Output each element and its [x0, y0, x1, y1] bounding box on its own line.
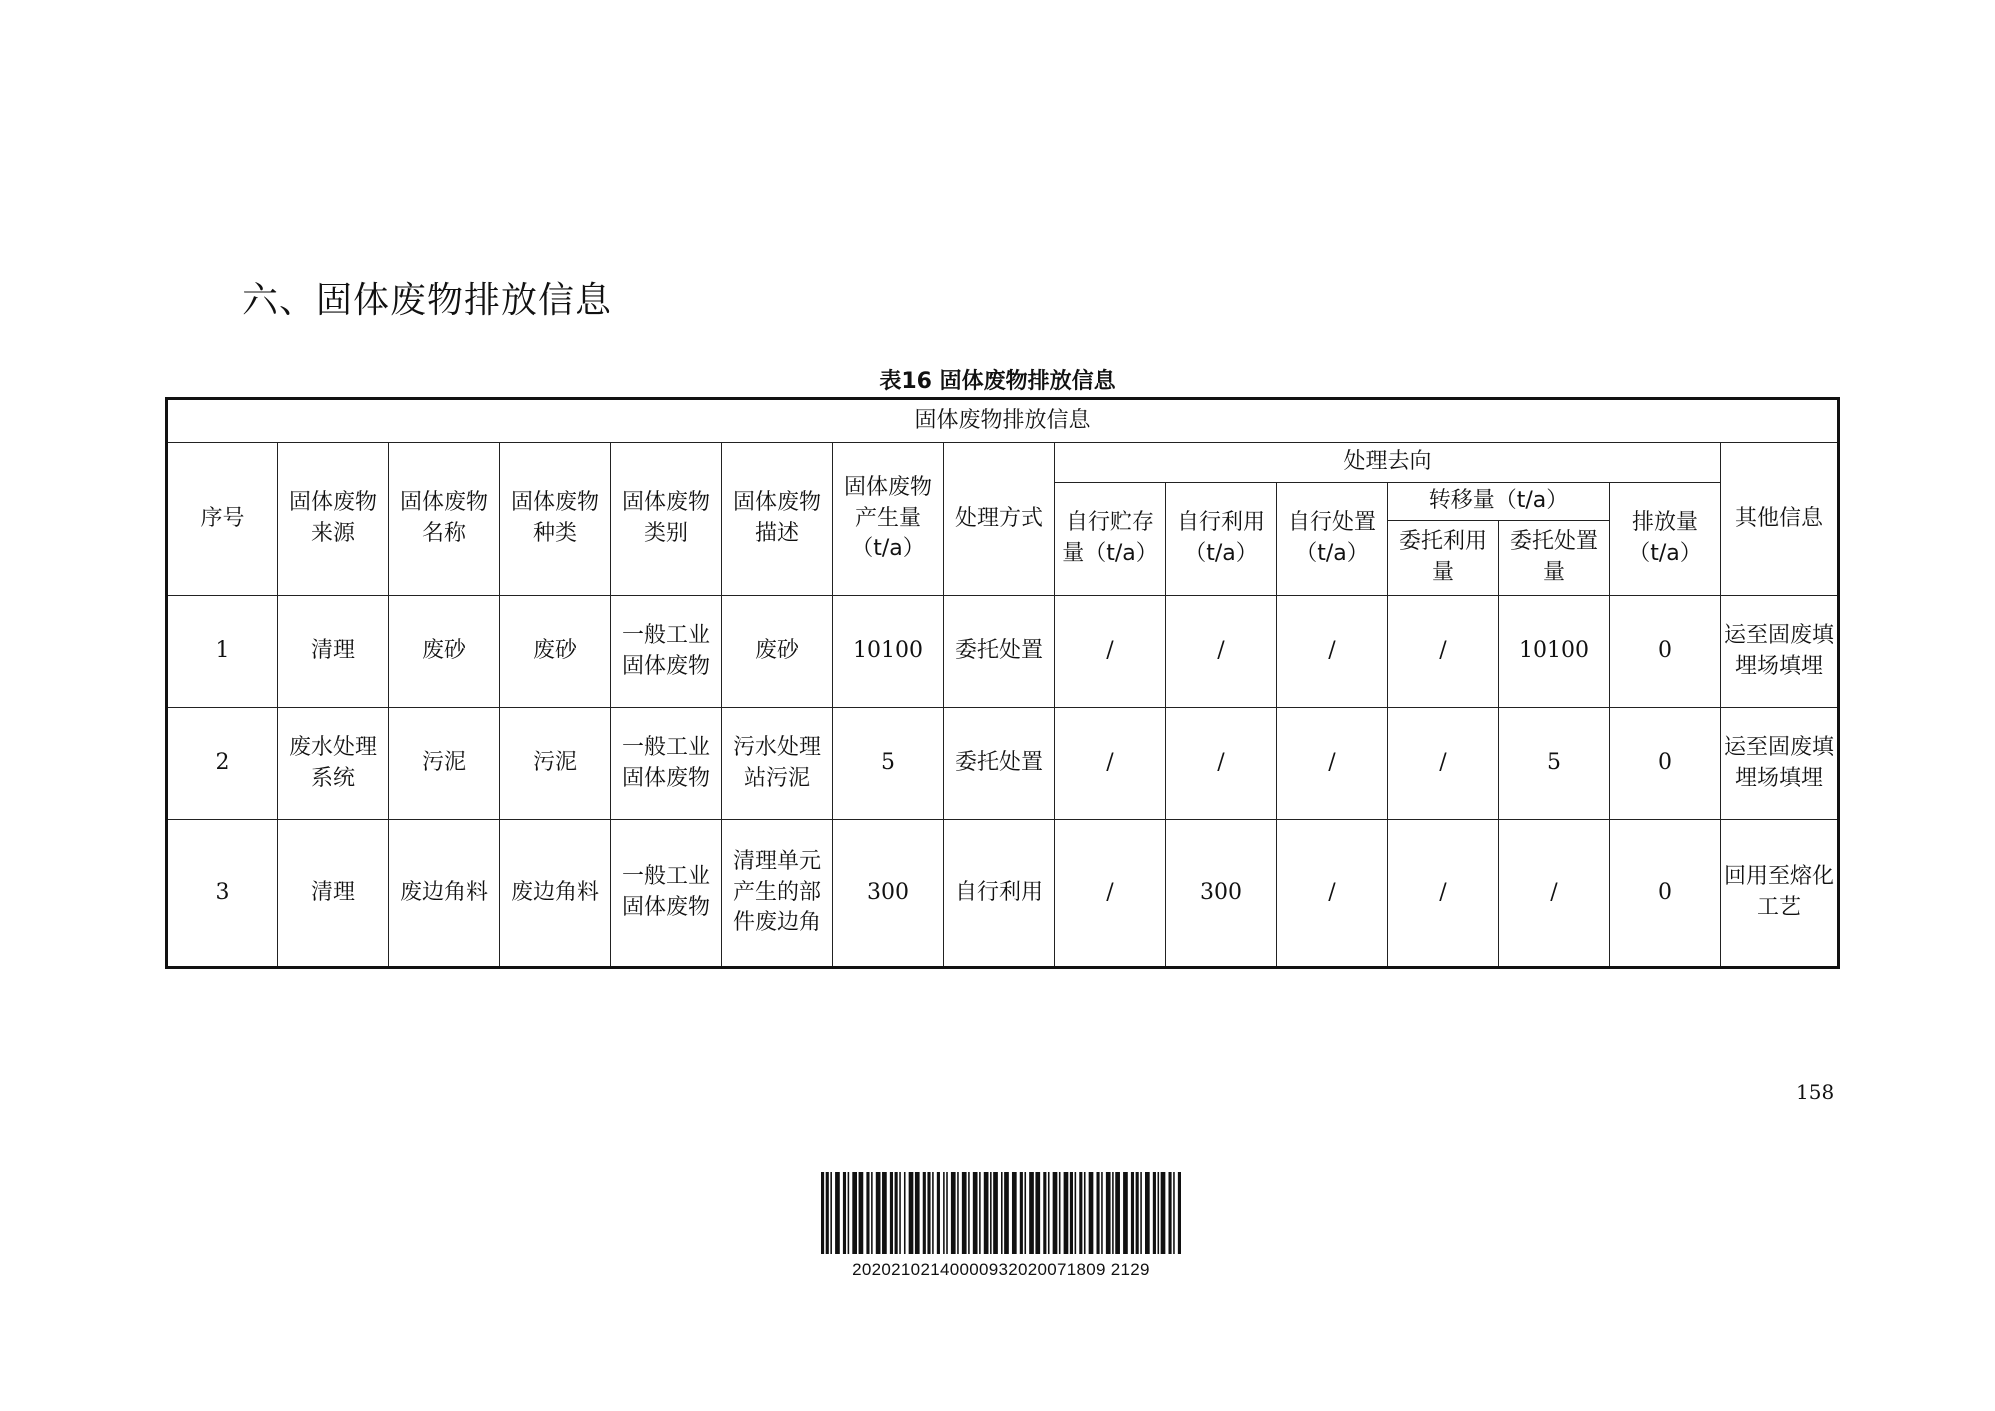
cell-self-storage: /	[1055, 820, 1166, 968]
header-other: 其他信息	[1721, 443, 1839, 596]
barcode-bar	[1112, 1172, 1114, 1254]
barcode-bar	[1145, 1172, 1150, 1254]
barcode-bar	[1173, 1172, 1175, 1254]
barcode-bar	[859, 1172, 864, 1254]
barcode-bar	[979, 1172, 981, 1254]
header-disposal-direction: 处理去向	[1055, 443, 1721, 483]
barcode-bar	[1140, 1172, 1142, 1254]
barcode-bar	[1115, 1172, 1120, 1254]
barcode-bar	[1053, 1172, 1058, 1254]
barcode-bar	[1070, 1172, 1073, 1254]
cell-description: 污水处理站污泥	[722, 708, 833, 820]
header-self-disposal: 自行处置（t/a）	[1277, 483, 1388, 596]
barcode-bar	[835, 1172, 840, 1254]
cell-self-disposal: /	[1277, 820, 1388, 968]
cell-self-disposal: /	[1277, 596, 1388, 708]
solid-waste-table	[165, 397, 1840, 969]
table-row	[167, 820, 1839, 968]
header-entrusted-use: 委托利用量	[1388, 521, 1499, 596]
cell-amount: 10100	[833, 596, 944, 708]
barcode-bar	[968, 1172, 970, 1254]
barcode-bar	[1020, 1172, 1023, 1254]
barcode-bar	[843, 1172, 846, 1254]
cell-category: 一般工业固体废物	[611, 708, 722, 820]
cell-method: 自行利用	[944, 820, 1055, 968]
barcode-bar	[946, 1172, 948, 1254]
header-kind: 固体废物种类	[500, 443, 611, 596]
cell-discharge: 0	[1610, 708, 1721, 820]
barcode-bar	[1048, 1172, 1050, 1254]
barcode-number: 20202102140000932020071809 2129	[852, 1260, 1150, 1279]
cell-source: 废水处理系统	[278, 708, 389, 820]
barcode-bar	[937, 1172, 940, 1254]
barcode-bar	[899, 1172, 901, 1254]
cell-discharge: 0	[1610, 596, 1721, 708]
barcode-bar	[1029, 1172, 1034, 1254]
header-transfer: 转移量（t/a）	[1388, 483, 1610, 521]
barcode-bar	[1161, 1172, 1166, 1254]
barcode-bar	[932, 1172, 934, 1254]
barcode-bar	[848, 1172, 850, 1254]
cell-seq: 3	[167, 820, 278, 968]
cell-self-use: 300	[1166, 820, 1277, 968]
barcode-bar	[957, 1172, 959, 1254]
barcode-bar	[1012, 1172, 1017, 1254]
cell-entrusted-disposal: 10100	[1499, 596, 1610, 708]
barcode-bar	[1084, 1172, 1086, 1254]
cell-entrusted-disposal: /	[1499, 820, 1610, 968]
page-number: 158	[1796, 1080, 1835, 1104]
barcode-bar	[1178, 1172, 1181, 1254]
cell-seq: 2	[167, 708, 278, 820]
table-row	[167, 708, 1839, 820]
cell-self-storage: /	[1055, 596, 1166, 708]
cell-description: 废砂	[722, 596, 833, 708]
barcode-bar	[984, 1172, 989, 1254]
cell-kind: 废砂	[500, 596, 611, 708]
barcode-bar	[1001, 1172, 1003, 1254]
cell-entrusted-use: /	[1388, 820, 1499, 968]
barcode-bar	[1168, 1172, 1171, 1254]
header-method: 处理方式	[944, 443, 1055, 596]
cell-discharge: 0	[1610, 820, 1721, 968]
barcode-bar	[1064, 1172, 1069, 1254]
barcode-bar	[943, 1172, 945, 1254]
cell-name: 废砂	[389, 596, 500, 708]
barcode-bar	[852, 1172, 857, 1254]
barcode-bar	[962, 1172, 967, 1254]
cell-kind: 废边角料	[500, 820, 611, 968]
barcode-bar	[923, 1172, 926, 1254]
barcode-bar	[909, 1172, 914, 1254]
barcode-bar	[1004, 1172, 1009, 1254]
section-heading: 六、固体废物排放信息	[242, 280, 613, 321]
barcode-bar	[1158, 1172, 1160, 1254]
barcode-bar	[871, 1172, 873, 1254]
barcode-bar	[866, 1172, 869, 1254]
header-source: 固体废物来源	[278, 443, 389, 596]
barcode-bar	[1131, 1172, 1134, 1254]
barcode-bar	[990, 1172, 992, 1254]
cell-other: 回用至熔化工艺	[1721, 820, 1839, 968]
cell-source: 清理	[278, 820, 389, 968]
cell-method: 委托处置	[944, 596, 1055, 708]
barcode-image	[821, 1172, 1181, 1254]
barcode-bar	[826, 1172, 829, 1254]
barcode-bar	[890, 1172, 893, 1254]
cell-category: 一般工业固体废物	[611, 820, 722, 968]
barcode-bar	[904, 1172, 906, 1254]
barcode-bar	[1101, 1172, 1103, 1254]
barcode-bar	[951, 1172, 956, 1254]
cell-other: 运至固废填埋场填埋	[1721, 596, 1839, 708]
barcode-bar	[1043, 1172, 1046, 1254]
cell-seq: 1	[167, 596, 278, 708]
barcode-bar	[1123, 1172, 1128, 1254]
barcode-bar	[1153, 1172, 1156, 1254]
cell-self-disposal: /	[1277, 708, 1388, 820]
cell-amount: 300	[833, 820, 944, 968]
barcode-bar	[1035, 1172, 1040, 1254]
barcode-bar	[1079, 1172, 1082, 1254]
barcode-bar	[973, 1172, 978, 1254]
cell-source: 清理	[278, 596, 389, 708]
cell-category: 一般工业固体废物	[611, 596, 722, 708]
barcode-bar	[927, 1172, 930, 1254]
barcode-bar	[895, 1172, 898, 1254]
cell-name: 污泥	[389, 708, 500, 820]
cell-kind: 污泥	[500, 708, 611, 820]
header-category: 固体废物类别	[611, 443, 722, 596]
header-amount: 固体废物产生量（t/a）	[833, 443, 944, 596]
header-seq: 序号	[167, 443, 278, 596]
barcode-bar	[915, 1172, 920, 1254]
cell-entrusted-use: /	[1388, 708, 1499, 820]
table-caption: 表16 固体废物排放信息	[879, 369, 1116, 394]
barcode-bar	[1136, 1172, 1139, 1254]
table-row	[167, 596, 1839, 708]
barcode-bar	[830, 1172, 832, 1254]
header-description: 固体废物描述	[722, 443, 833, 596]
header-name: 固体废物名称	[389, 443, 500, 596]
cell-method: 委托处置	[944, 708, 1055, 820]
barcode-bar	[993, 1172, 998, 1254]
cell-name: 废边角料	[389, 820, 500, 968]
barcode-bar	[1075, 1172, 1077, 1254]
barcode-bar	[821, 1172, 824, 1254]
cell-self-use: /	[1166, 596, 1277, 708]
cell-self-storage: /	[1055, 708, 1166, 820]
header-discharge: 排放量（t/a）	[1610, 483, 1721, 596]
cell-other: 运至固废填埋场填埋	[1721, 708, 1839, 820]
cell-description: 清理单元产生的部件废边角	[722, 820, 833, 968]
barcode-bar	[1059, 1172, 1061, 1254]
header-self-storage: 自行贮存量（t/a）	[1055, 483, 1166, 596]
barcode-bar	[876, 1172, 881, 1254]
barcode-bar	[1024, 1172, 1026, 1254]
header-self-use: 自行利用（t/a）	[1166, 483, 1277, 596]
barcode-bar	[1096, 1172, 1099, 1254]
header-entrusted-disposal: 委托处置量	[1499, 521, 1610, 596]
cell-entrusted-disposal: 5	[1499, 708, 1610, 820]
cell-entrusted-use: /	[1388, 596, 1499, 708]
barcode-bar	[1106, 1172, 1111, 1254]
barcode-bar	[1089, 1172, 1094, 1254]
cell-self-use: /	[1166, 708, 1277, 820]
table-title: 固体废物排放信息	[167, 399, 1839, 443]
barcode-bar	[882, 1172, 887, 1254]
cell-amount: 5	[833, 708, 944, 820]
